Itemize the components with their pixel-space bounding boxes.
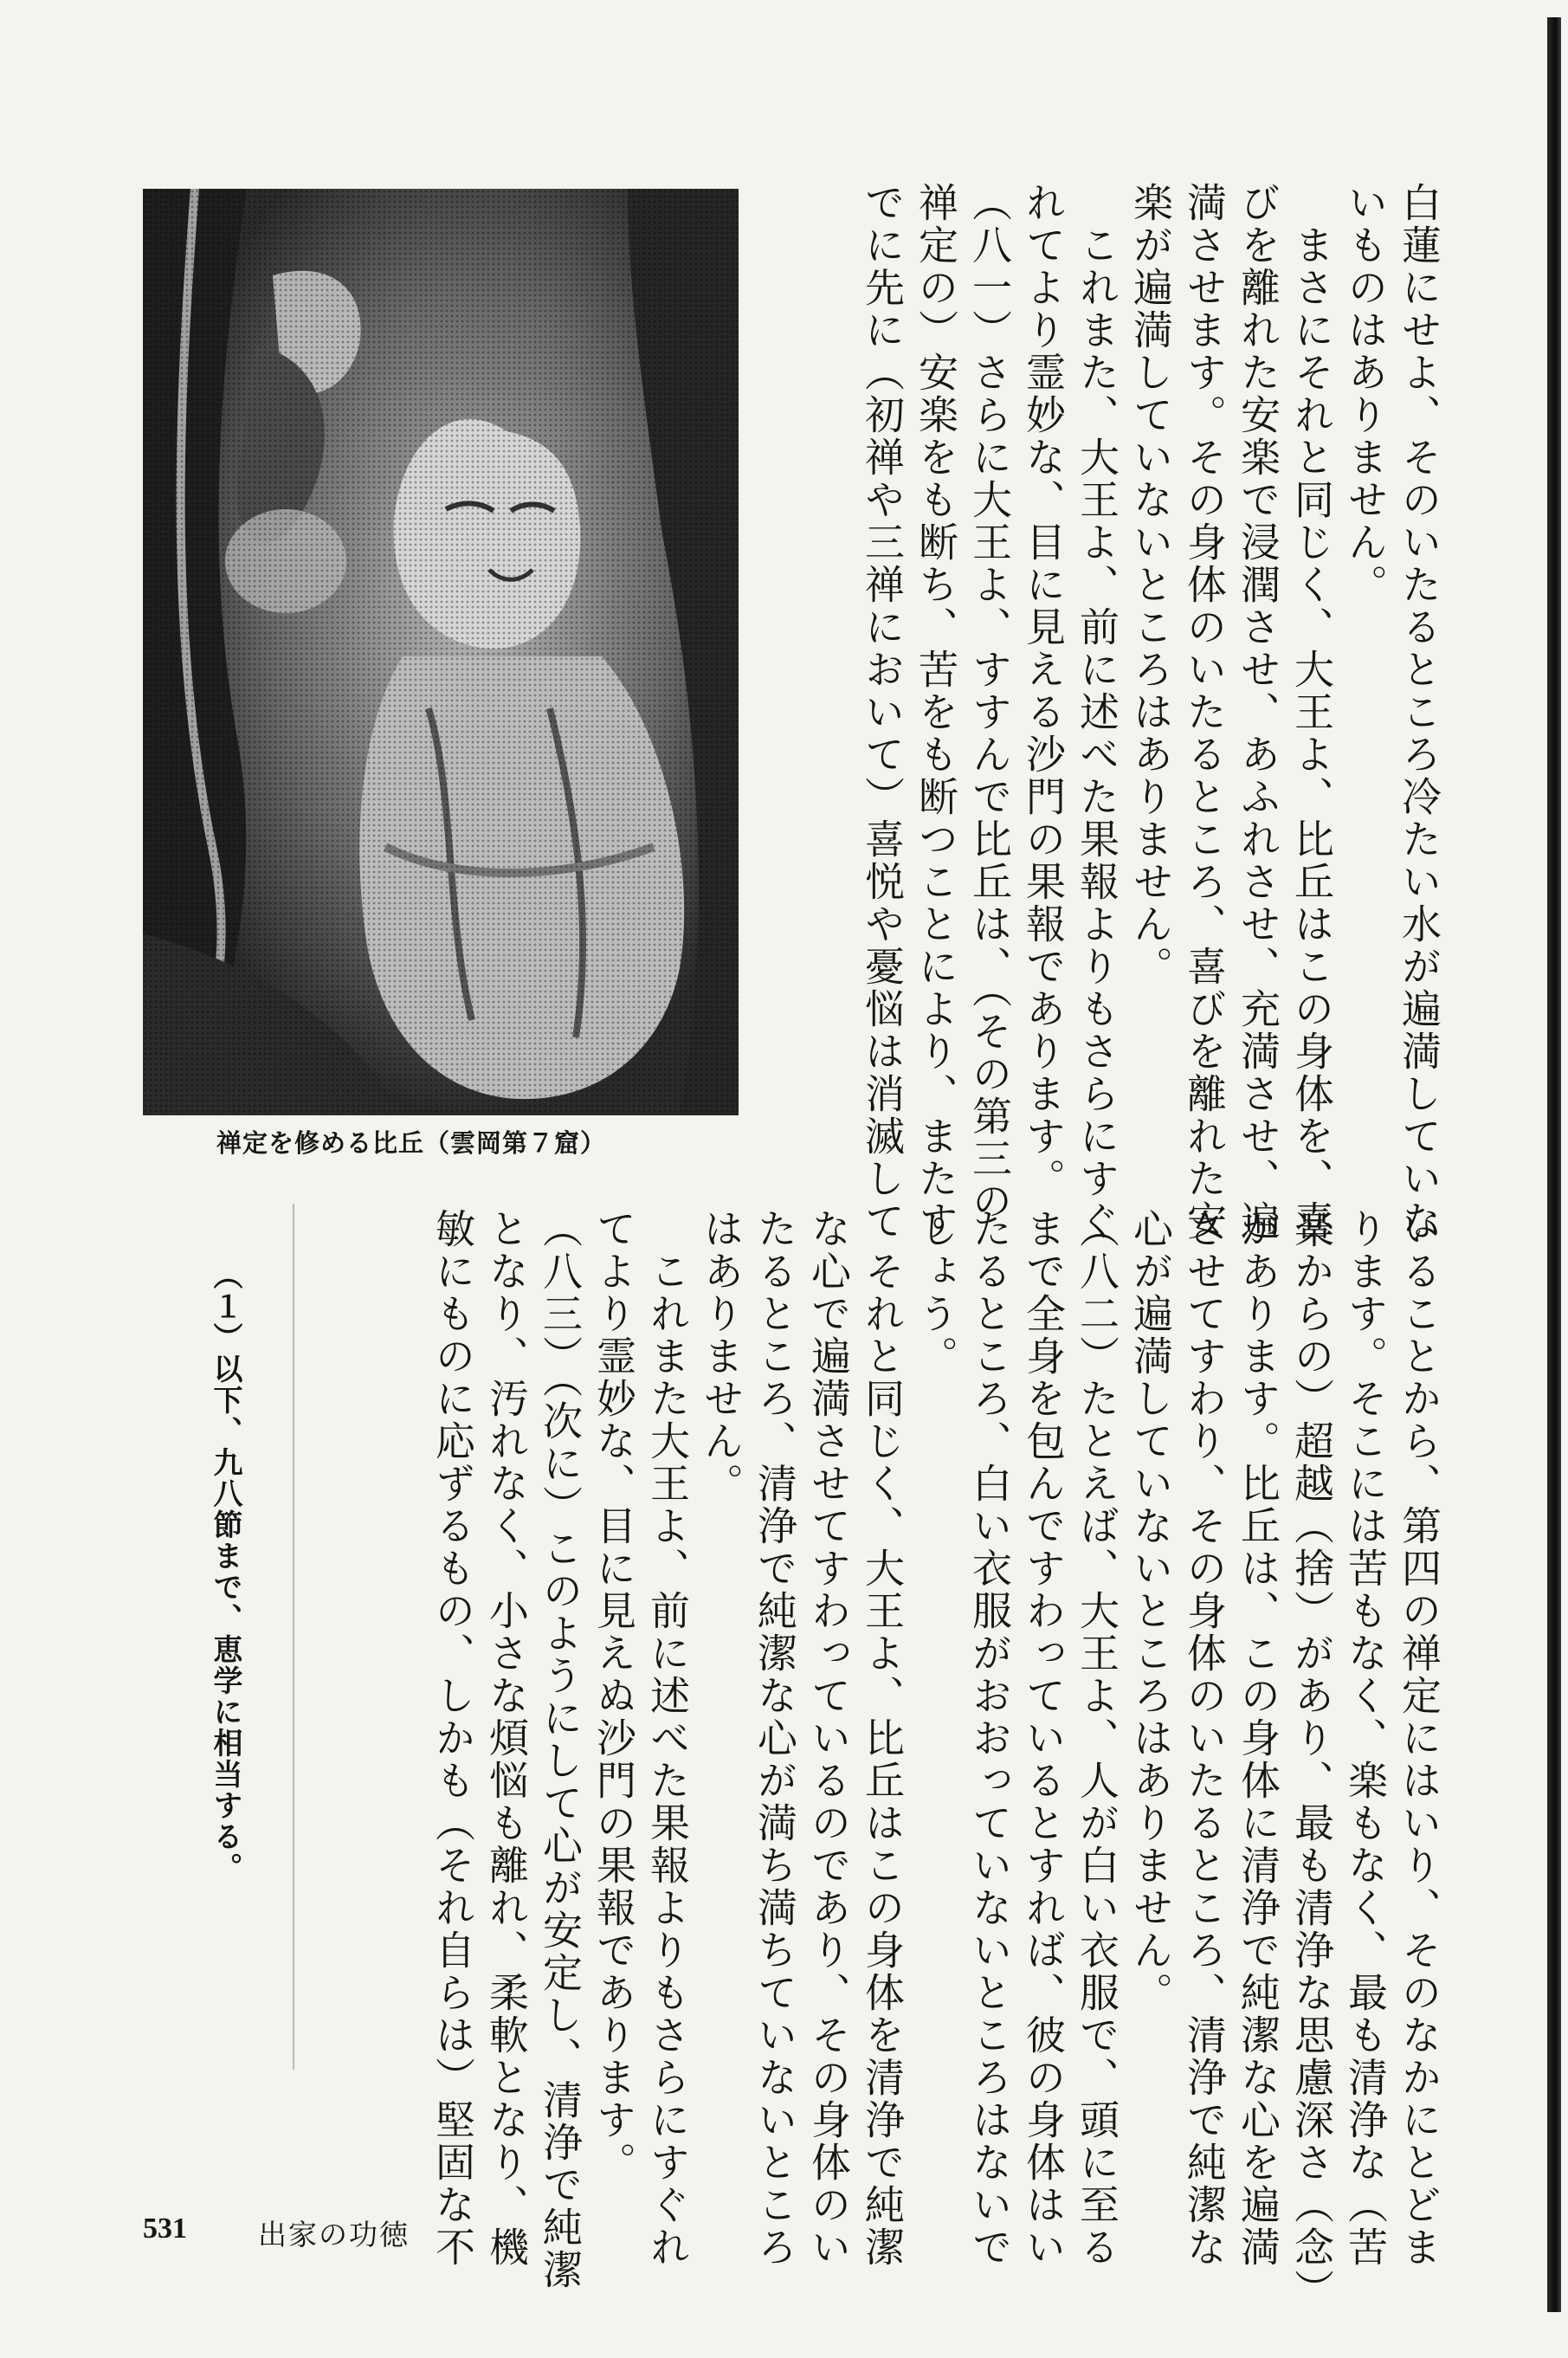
- text-line: があります。比丘は、この身体に清浄で純潔な心を遍満: [1235, 1208, 1281, 2269]
- text-line: はありません。: [698, 1208, 745, 1505]
- text-line: （八二）たとえば、大王よ、人が白い衣服で、頭に至る: [1074, 1208, 1120, 2269]
- text-line: これまた大王よ、前に述べた果報よりもさらにすぐれ: [644, 1208, 691, 2269]
- text-line: （八三）（次に）このようにして心が安定し、清浄で純潔: [537, 1208, 584, 2291]
- text-line: びを離れた安楽で浸潤させ、あふれさせ、充満させ、遍: [1235, 182, 1281, 1243]
- text-line: となり、汚れなく、小さな煩悩も離れ、柔軟となり、機: [483, 1208, 530, 2269]
- monk-relief-photo: [143, 189, 739, 1115]
- text-line: いものはありません。: [1342, 182, 1389, 606]
- text-line: 楽が遍満していないところはありません。: [1127, 182, 1174, 988]
- text-line: させてすわり、その身体のいたるところ、清浄で純潔な: [1181, 1208, 1228, 2269]
- text-line: たるところ、清浄で純潔な心が満ち満ちていないところ: [752, 1208, 798, 2269]
- text-line: それと同じく、大王よ、比丘はこの身体を清浄で純潔: [859, 1208, 906, 2269]
- text-line: てより霊妙な、目に見えぬ沙門の果報であります。: [590, 1208, 637, 2184]
- text-line: ります。そこには苦もなく、楽もなく、最も清浄な（苦: [1342, 1208, 1389, 2269]
- text-line: （八一）さらに大王よ、すすんで比丘は、（その第三の: [966, 182, 1013, 1223]
- text-line: 満させます。その身体のいたるところ、喜びを離れた安: [1181, 182, 1228, 1243]
- text-line: 禅定の）安楽をも断ち、苦をも断つことにより、またす: [913, 182, 959, 1243]
- text-line: まさにそれと同じく、大王よ、比丘はこの身体を、喜: [1288, 182, 1335, 1243]
- text-line: しょう。: [913, 1208, 959, 1378]
- text-line: な心で遍満させてすわっているのであり、その身体のい: [805, 1208, 852, 2269]
- text-line: 敏にものに応ずるもの、しかも（それ自らは）堅固な不: [429, 1208, 476, 2269]
- text-line: れてより霊妙な、目に見える沙門の果報であります。: [1020, 182, 1067, 1200]
- figure-caption: 禅定を修める比丘（雲岡第７窟）: [216, 1128, 607, 1158]
- page-edge: [1547, 17, 1561, 2312]
- upper-text-block: [745, 182, 1446, 1243]
- text-line: まで全身を包んですわっているとすれば、彼の身体はい: [1020, 1208, 1067, 2269]
- page-number: 531: [143, 2213, 187, 2245]
- running-title: 出家の功徳: [258, 2218, 410, 2251]
- photo-graphic: [143, 189, 739, 1115]
- text-line: これまた、大王よ、前に述べた果報よりもさらにすぐ: [1074, 182, 1120, 1243]
- text-line: 心が遍満していないところはありません。: [1127, 1208, 1174, 2014]
- text-line: でに先に（初禅や三禅において）喜悦や憂悩は消滅して: [859, 182, 906, 1243]
- text-line: 楽からの）超越（捨）があり、最も清浄な思慮深さ（念）: [1288, 1208, 1335, 2311]
- text-line: いることから、第四の禅定にはいり、そのなかにとどま: [1396, 1208, 1442, 2269]
- text-line: たるところ、白い衣服がおおっていないところはないで: [966, 1208, 1013, 2269]
- footnote: （１）以下、九八節まで、恵学に相当する。: [208, 1260, 242, 1883]
- text-line: 白蓮にせよ、そのいたるところ冷たい水が遍満していな: [1396, 182, 1442, 1243]
